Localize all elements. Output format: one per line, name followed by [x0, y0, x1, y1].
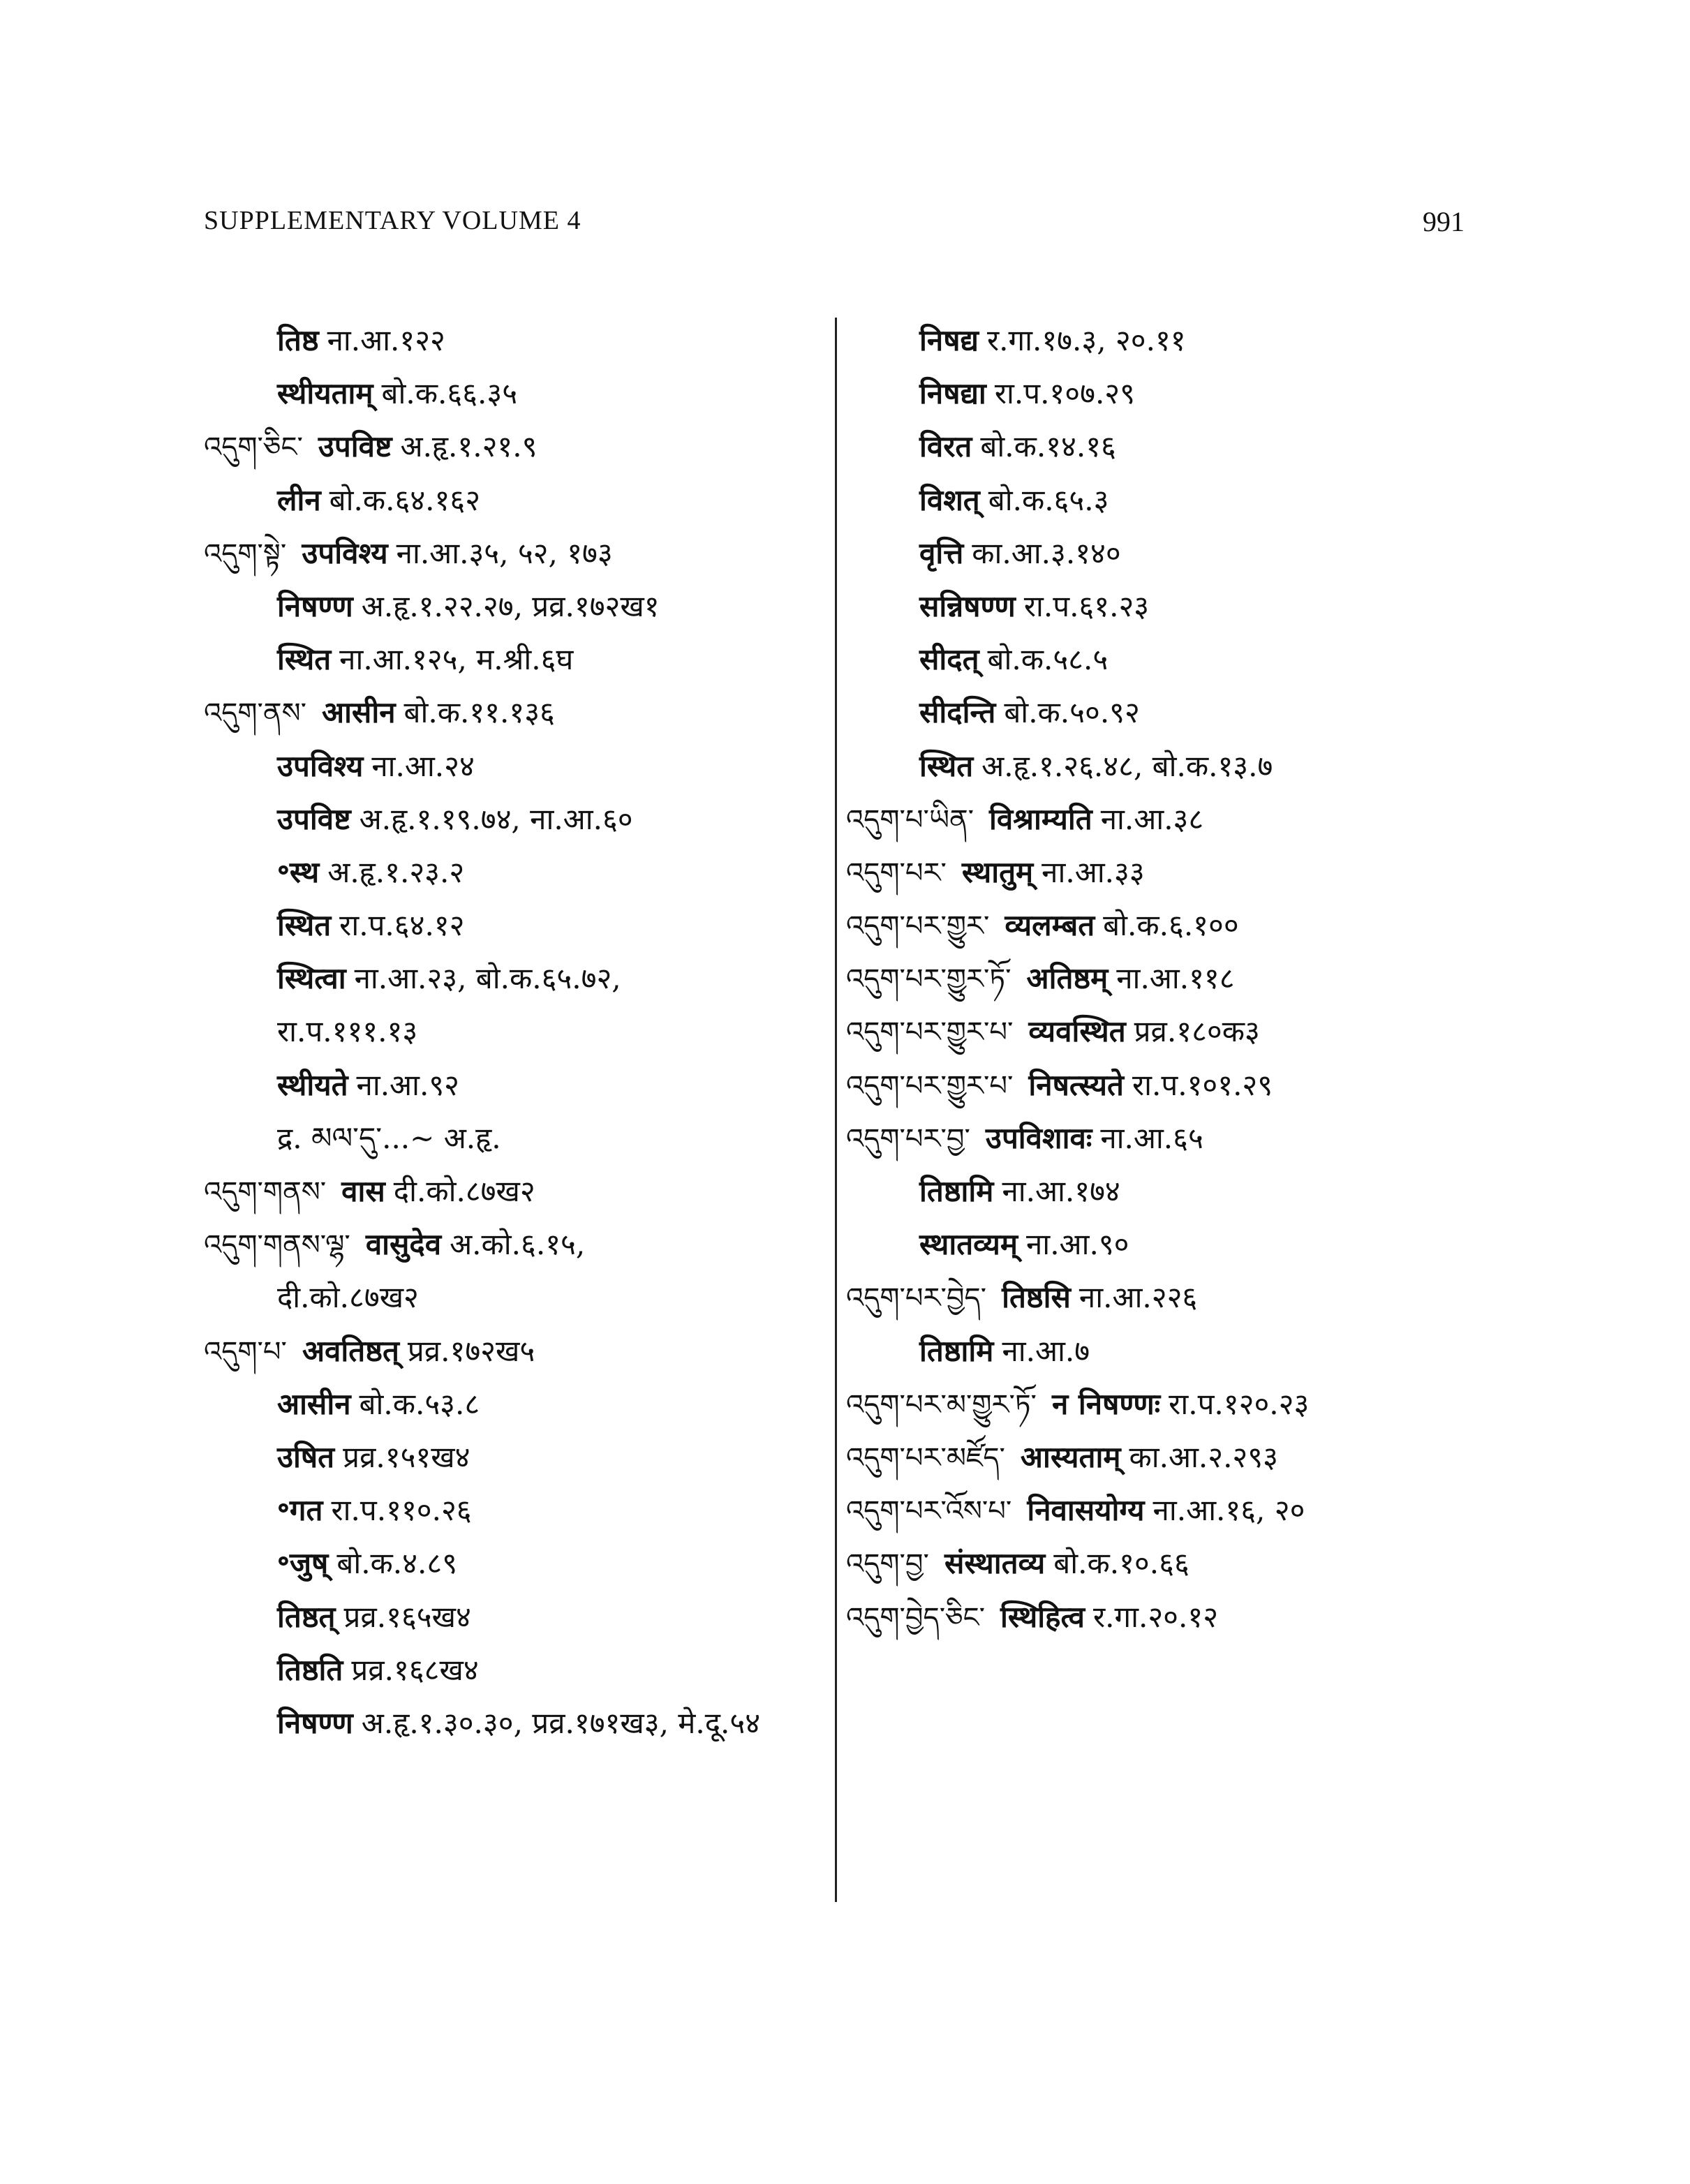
sanskrit-term: सीदन्ति [919, 695, 996, 730]
source-reference: ना.आ.११८ [1116, 961, 1235, 996]
source-reference: ना.आ.९२ [356, 1067, 460, 1102]
sanskrit-term: उपविश्य [277, 748, 364, 783]
source-reference: ना.आ.१२२ [327, 323, 445, 357]
dictionary-entry [204, 1325, 832, 1378]
dictionary-entry [846, 474, 1488, 527]
sanskrit-term: वास [341, 1174, 385, 1208]
dictionary-entry [204, 1165, 832, 1218]
source-reference: दी.को.८७ख२ [277, 1280, 419, 1315]
tibetan-headword: འདུག་གནས་ལྷ་ [204, 1229, 350, 1262]
source-reference: का.आ.३.१४० [972, 535, 1121, 570]
source-reference: प्रव्र.१६८ख४ [351, 1652, 479, 1687]
sanskrit-term: उपविष्ट [277, 801, 351, 836]
source-reference: अ.हृ.१.१९.७४, ना.आ.६० [359, 801, 633, 836]
sanskrit-term: वृत्ति [919, 535, 964, 570]
source-reference: अ.हृ.१.२२.२७, प्रव्र.१७२ख१ [361, 588, 660, 623]
tibetan-headword: འདུག་བྱེད་ཅིང་ [846, 1601, 986, 1634]
source-reference: बो.क.५३.८ [359, 1386, 480, 1421]
dictionary-entry [204, 1378, 832, 1431]
sanskrit-term: तिष्ठामि [919, 1333, 994, 1368]
sanskrit-term: न निषण्णः [1051, 1386, 1161, 1421]
sanskrit-term: अवतिष्ठत् [302, 1333, 399, 1368]
dictionary-entry [204, 1537, 832, 1590]
source-reference: रा.प.१११.१३ [277, 1014, 418, 1049]
sanskrit-term: स्थातुम् [961, 854, 1034, 889]
source-reference: बो.क.६६.३५ [381, 376, 518, 411]
sanskrit-term: स्थिहित्व [1000, 1599, 1085, 1634]
tibetan-headword: འདུག་པར་བྱ་ [846, 1122, 970, 1155]
sanskrit-term: निषत्स्यते [1028, 1067, 1124, 1102]
source-reference: ना.आ.३५, ५२, १७३ [396, 535, 613, 570]
dictionary-entry [846, 367, 1488, 420]
source-reference: बो.क.५०.९२ [1004, 695, 1140, 730]
dictionary-entry [846, 1431, 1488, 1484]
source-reference: ना.आ.२२६ [1079, 1280, 1198, 1315]
tibetan-headword: འདུག་པར་མ་གྱུར་ཏོ་ [846, 1388, 1037, 1421]
source-reference: द्र. མལ་དུ་...~ अ.हृ. [277, 1120, 501, 1155]
source-reference: रा.प.१०१.२९ [1132, 1067, 1273, 1102]
dictionary-entry [204, 1059, 832, 1112]
sanskrit-term: स्थित [277, 642, 332, 677]
tibetan-headword: འདུག་པར་ [846, 856, 947, 889]
dictionary-entry [204, 1484, 832, 1537]
dictionary-entry [846, 793, 1488, 846]
sanskrit-term: व्यलम्बत [1005, 908, 1095, 943]
dictionary-entry [846, 1484, 1488, 1537]
source-reference: ना.आ.१७४ [1002, 1174, 1120, 1208]
source-reference: ना.आ.९० [1026, 1227, 1129, 1262]
source-reference: बो.क.५८.५ [987, 642, 1109, 677]
dictionary-entry [846, 1165, 1488, 1218]
sanskrit-term: सीदत् [919, 642, 979, 677]
sanskrit-term: निषद्या [919, 376, 986, 411]
sanskrit-term: ॰स्थ [277, 854, 320, 889]
left-column [204, 314, 832, 1750]
dictionary-entry [204, 1218, 832, 1271]
sanskrit-term: तिष्ठति [277, 1652, 343, 1687]
dictionary-entry [846, 1378, 1488, 1431]
sanskrit-term: निषण्ण [277, 588, 353, 623]
sanskrit-term: निषद्य [919, 323, 979, 357]
sanskrit-term: तिष्ठसि [1002, 1280, 1071, 1315]
tibetan-headword: འདུག་པར་གྱུར་པ་ [846, 1069, 1014, 1102]
source-reference: ना.आ.७ [1002, 1333, 1090, 1368]
dictionary-entry [204, 527, 832, 580]
dictionary-entry [204, 952, 832, 1005]
sanskrit-term: स्थातव्यम् [919, 1227, 1018, 1262]
dictionary-entry [204, 633, 832, 686]
sanskrit-term: वासुदेव [365, 1227, 442, 1262]
source-reference: रा.प.११०.२६ [331, 1493, 472, 1528]
source-reference: ना.आ.२४ [371, 748, 475, 783]
tibetan-headword: འདུག་ནས་ [204, 697, 306, 730]
sanskrit-term: लीन [277, 482, 321, 517]
tibetan-headword: འདུག་སྟེ་ [204, 537, 287, 570]
sanskrit-term: आस्यताम् [1020, 1439, 1121, 1474]
column-divider [835, 318, 837, 1902]
dictionary-entry [204, 1644, 832, 1697]
sanskrit-term: उषित [277, 1439, 335, 1474]
source-reference: ना.आ.२३, बो.क.६५.७२, [354, 961, 621, 996]
source-reference: प्रव्र.१५१ख४ [343, 1439, 470, 1474]
dictionary-entry [846, 1271, 1488, 1324]
sanskrit-term: तिष्ठामि [919, 1174, 994, 1208]
tibetan-headword: འདུག་པ་ཡིན་ [846, 803, 974, 836]
source-reference: ना.आ.१६, २० [1152, 1493, 1305, 1528]
sanskrit-term: निषण्ण [277, 1705, 353, 1740]
dictionary-entry [204, 1591, 832, 1644]
dictionary-entry [204, 1271, 832, 1324]
tibetan-headword: འདུག་པར་མཛོད་ [846, 1441, 1005, 1474]
running-title: SUPPLEMENTARY VOLUME 4 [204, 206, 581, 235]
sanskrit-term: उपविष्ट [318, 429, 392, 464]
dictionary-entry [846, 314, 1488, 367]
source-reference: ना.आ.६५ [1100, 1120, 1203, 1155]
sanskrit-term: तिष्ठत् [277, 1599, 336, 1634]
dictionary-entry [204, 793, 832, 846]
dictionary-entry [204, 580, 832, 633]
dictionary-entry [204, 846, 832, 899]
dictionary-entry [846, 527, 1488, 580]
sanskrit-term: सन्निषण्ण [919, 588, 1016, 623]
source-reference: रा.प.६४.१२ [339, 908, 465, 943]
dictionary-entry [846, 1059, 1488, 1112]
sanskrit-term: व्यवस्थित [1028, 1014, 1126, 1049]
tibetan-headword: འདུག་པ་ [204, 1335, 287, 1368]
dictionary-entry [846, 846, 1488, 899]
sanskrit-term: स्थित [919, 748, 974, 783]
dictionary-entry [846, 740, 1488, 793]
dictionary-entry [846, 1112, 1488, 1165]
dictionary-entry [204, 1697, 832, 1750]
sanskrit-term: विरत [919, 429, 972, 464]
sanskrit-term: तिष्ठ [277, 323, 319, 357]
source-reference: र.गा.२०.१२ [1092, 1599, 1219, 1634]
source-reference: ना.आ.१२५, म.श्री.६घ [339, 642, 574, 677]
source-reference: बो.क.६४.१६२ [329, 482, 481, 517]
source-reference: दी.को.८७ख२ [393, 1174, 535, 1208]
sanskrit-term: आसीन [322, 695, 396, 730]
source-reference: बो.क.४.८९ [336, 1546, 458, 1581]
dictionary-entry [846, 1537, 1488, 1590]
sanskrit-term: उपविश्य [302, 535, 388, 570]
sanskrit-term: स्थीयते [277, 1067, 348, 1102]
dictionary-entry [846, 420, 1488, 473]
dictionary-entry [204, 1005, 832, 1058]
tibetan-headword: འདུག་ཅིང་ [204, 431, 303, 464]
source-reference: अ.हृ.१.२३.२ [327, 854, 465, 889]
sanskrit-term: स्थित्वा [277, 961, 346, 996]
dictionary-entry [204, 314, 832, 367]
source-reference: अ.हृ.१.३०.३०, प्रव्र.१७१ख३, मे.दू.५४ [361, 1705, 761, 1740]
dictionary-entry [204, 420, 832, 473]
source-reference: का.आ.२.२९३ [1129, 1439, 1278, 1474]
source-reference: बो.क.६.१०० [1103, 908, 1239, 943]
tibetan-headword: འདུག་པར་གྱུར་པ་ [846, 1016, 1014, 1049]
sanskrit-term: अतिष्ठम् [1026, 961, 1109, 996]
dictionary-entry [846, 952, 1488, 1005]
sanskrit-term: स्थीयताम् [277, 376, 373, 411]
dictionary-entry [846, 580, 1488, 633]
dictionary-entry [846, 1005, 1488, 1058]
sanskrit-term: संस्थातव्य [944, 1546, 1046, 1581]
source-reference: बो.क.१४.१६ [980, 429, 1116, 464]
source-reference: बो.क.६५.३ [988, 482, 1109, 517]
sanskrit-term: विशत् [919, 482, 980, 517]
tibetan-headword: འདུག་པར་གྱུར་ཏོ་ [846, 963, 1011, 996]
source-reference: ना.आ.३३ [1042, 854, 1145, 889]
dictionary-entry [204, 474, 832, 527]
tibetan-headword: འདུག་པར་གྱུར་ [846, 910, 990, 943]
tibetan-headword: འདུག་གནས་ [204, 1176, 327, 1208]
dictionary-entry [846, 1218, 1488, 1271]
source-reference: अ.को.६.१५, [450, 1227, 586, 1262]
source-reference: प्रव्र.१८०क३ [1134, 1014, 1260, 1049]
dictionary-entry [204, 686, 832, 739]
source-reference: रा.प.१०७.२९ [994, 376, 1135, 411]
source-reference: प्रव्र.१७२ख५ [407, 1333, 535, 1368]
source-reference: रा.प.१२०.२३ [1169, 1386, 1310, 1421]
dictionary-entry [846, 686, 1488, 739]
sanskrit-term: विश्राम्यति [989, 801, 1092, 836]
dictionary-entry [846, 1591, 1488, 1644]
dictionary-entry [204, 367, 832, 420]
source-reference: ना.आ.३८ [1100, 801, 1204, 836]
source-reference: रा.प.६१.२३ [1023, 588, 1150, 623]
tibetan-headword: འདུག་པར་བྱེད་ [846, 1282, 987, 1315]
dictionary-entry [204, 1112, 832, 1165]
source-reference: बो.क.११.१३६ [403, 695, 555, 730]
sanskrit-term: आसीन [277, 1386, 351, 1421]
sanskrit-term: ॰गत [277, 1493, 323, 1528]
source-reference: र.गा.१७.३, २०.११ [986, 323, 1186, 357]
source-reference: अ.हृ.१.२१.९ [400, 429, 538, 464]
dictionary-entry [846, 899, 1488, 952]
sanskrit-term: उपविशावः [985, 1120, 1092, 1155]
dictionary-entry [204, 1431, 832, 1484]
sanskrit-term: स्थित [277, 908, 332, 943]
source-reference: बो.क.१०.६६ [1053, 1546, 1189, 1581]
source-reference: प्रव्र.१६५ख४ [343, 1599, 471, 1634]
sanskrit-term: ॰जुष् [277, 1546, 329, 1581]
tibetan-headword: འདུག་བྱ་ [846, 1548, 929, 1581]
dictionary-entry [846, 633, 1488, 686]
source-reference: अ.हृ.१.२६.४८, बो.क.१३.७ [981, 748, 1273, 783]
dictionary-entry [204, 740, 832, 793]
page-number: 991 [1423, 206, 1465, 237]
dictionary-entry [204, 899, 832, 952]
right-column [846, 314, 1488, 1644]
dictionary-entry [846, 1325, 1488, 1378]
tibetan-headword: འདུག་པར་འོས་པ་ [846, 1495, 1012, 1528]
sanskrit-term: निवासयोग्य [1027, 1493, 1145, 1528]
